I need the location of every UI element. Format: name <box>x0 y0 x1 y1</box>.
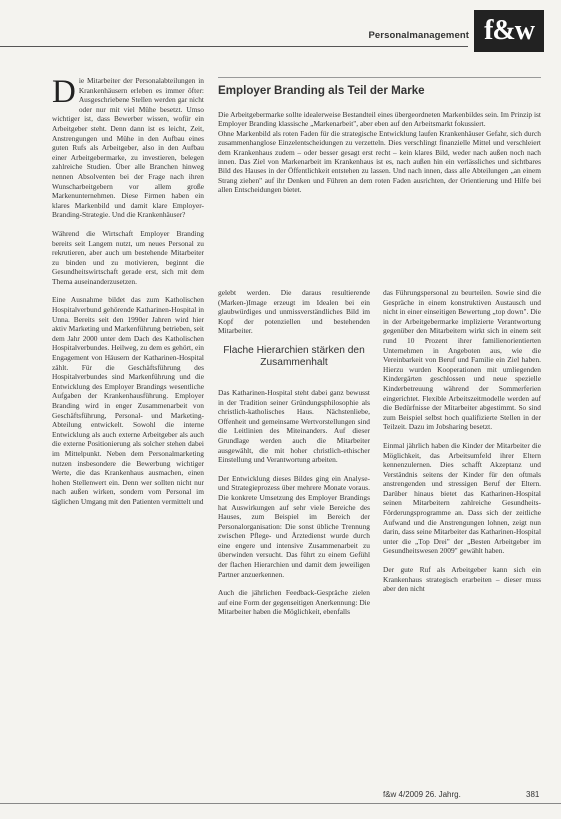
drop-cap: D <box>52 74 76 110</box>
paragraph: Während die Wirtschaft Employer Branding bereits seit Langem nutzt, um neues Personal zu rekrutieren, aber auch um bestehende Mitarbeiter zu binden und zu motivieren, beginnt die Gesundheitswirtschaft gerade erst, sich mit dem Thema auseinanderzusetzen. <box>52 228 204 286</box>
header-rule <box>0 46 468 47</box>
box-body <box>218 110 541 195</box>
section-label: Personalmanagement <box>368 30 469 41</box>
article-column-1 <box>52 76 204 507</box>
paragraph <box>52 76 204 220</box>
footer-rule <box>0 803 561 804</box>
paragraph: Der gute Ruf als Arbeitgeber kann sich ein Krankenhaus strategisch erarbeiten – dieser muss aber den nicht <box>383 565 541 594</box>
page-number: 381 <box>526 790 540 799</box>
paragraph-text: ie Mitarbeiter der Personalabteilungen in Krankenhäusern erleben es immer öfter: Ausgeschriebene Stellen werden gar nicht oder nur mit viel Mühe besetzt. Umso wichtiger ist, dass Bewerber wissen, wofür ein Arbeitgeber steht. Denn dann ist es leicht, Zeit, Anstrengungen und Mühe in den Aufbau eines guten Rufs als Arbeitgeber, also in den Aufbau einer Arbeitgebermarke, zu investieren, belegen zahlreiche Studien. Über alle Branchen hinweg nennen Absolventen bei der Frage nach ihren Wunscharbeitgebern vor allem große Markenunternehmen. Diese Firmen haben ein klares Markenbild und damit klare Employer-Branding-Strategie. Und die Krankenhäuser? <box>52 76 204 220</box>
paragraph: Der Entwicklung dieses Bildes ging ein Analyse- und Strategieprozess über mehrere Monate voraus. Die konkrete Umsetzung des Employer Brandings hat Auswirkungen auf sehr viele Bereiche des Hauses, zum Beispiel im Bereich der Personalorganisation: Die sonst übliche Trennung zwischen Pflege- und Ärztedienst wurde durch eine engere und intensive Zusammenarbeit zu überwinden versucht. Das führt zu einem Gefühl der flachen Hierarchien und damit dem jeweiligen Partner anzuerkennen. <box>218 473 370 579</box>
paragraph: Auch die jährlichen Feedback-Gespräche zielen auf eine Form der gegenseitigen Anerkennung: Die Mitarbeiter haben die Möglichkeit, ebenfalls <box>218 588 370 617</box>
paragraph: gelebt werden. Die daraus resultierende (Marken-)Image erzeugt im Idealen bei ein glaubwürdiges und unmissverständliches Bild im Kopf der potenziellen und bestehenden Mitarbeiter. <box>218 288 370 336</box>
paragraph: das Führungspersonal zu beurteilen. Sowie sind die Gespräche in einem konstruktiven Austausch und nicht in einer einseitigen Bewertung „top down". Die in der Arbeitgebermarke implizierte Verantwortung gegenüber den Mitarbeitern wirkt sich in einem seit rund 10 Prozent ihrer familienorientierten Unternehmen in Angeboten aus, wie die Vereinbarkeit von Beruf und Familie ein Ziel haben. Hierzu wurden Kooperationen mit umliegenden Kindergärten geschlossen und neue spezielle Kinderbetreuung während der Sommerferien eingerichtet. Flexible Arbeitszeitmodelle werden auf die Bedürfnisse der Mitarbeiter abgestimmt. So sind zum Beispiel selbst hoch qualifizierte Stellen in der Teilzeit. Dazu im Jobsharing besetzt. <box>383 288 541 432</box>
paragraph: Das Katharinen-Hospital steht dabei ganz bewusst in der Tradition seiner Gründungsphilosophie als christlich-katholisches Haus. Nächstenliebe, Offenheit und gemeinsame Wertvorstellungen sind die Leitlinien des Miteinanders. Auf dieser Grundlage werden auch die Mitarbeiter ausgewählt, die mit hoher christlich-ethischer Einstellung und Verantwortung arbeiten. <box>218 387 370 465</box>
subheading: Flache Hierarchien stärken den Zusammenhalt <box>223 344 365 369</box>
sidebar-box <box>218 77 541 271</box>
footer-journal-info: f&w 4/2009 26. Jahrg. <box>383 790 461 799</box>
journal-logo: f&w <box>474 10 544 52</box>
article-column-3 <box>383 288 541 594</box>
paragraph: Eine Ausnahme bildet das zum Katholischen Hospitalverbund gehörende Katharinen-Hospital in Unna. Bereits seit den 1990er Jahren wird hier aktiv Marketing und Markenführung betrieben, seit dem Jahr 2000 unter dem Dach des Katholischen Hospitalverbundes. Heilweg, zu dem es gehört, ein Engagement von Häusern der Katharinen-Hospital zählt. Für die Geschäftsführung des Hospitalverbundes sind Markenführung und die Entwicklung des Employer Brandings wesentliche Aufgaben der Krankenhausführung. Employer Branding wird in enger Zusammenarbeit von Geschäftsführung, Personal- und Marketing-Abteilung entwickelt. Sowohl die interne Entwicklung als auch externe Arbeitgeber als auch die externe Positionierung als solcher stehen dabei im Mittelpunkt. Neben dem Personalmarketing nutzen insbesondere die Bewerbung wichtiger Werte, die das Krankenhaus ausmachen, einen hohen Stellenwert ein. Denn wer sollten nicht nur nach außen wirken, sondern vom Personal im täglichen Umgang mit den Patienten vermittelt und <box>52 295 204 506</box>
box-paragraph: Die Arbeitgebermarke sollte idealerweise Bestandteil eines übergeordneten Markenbildes sein. Im Prinzip ist Employer Branding klassische „Markenarbeit", aber eben auf den Arbeitsmarkt fokussiert. <box>218 110 541 129</box>
box-title: Employer Branding als Teil der Marke <box>218 84 425 97</box>
article-column-2 <box>218 288 370 617</box>
paragraph: Einmal jährlich haben die Kinder der Mitarbeiter die Möglichkeit, das Arbeitsumfeld ihrer Eltern kennenzulernen. Dies schafft Akzeptanz und Verständnis seitens der Kinder für den oftmals anstrengenden und stressigen Beruf der Eltern. Darüber hinaus bietet das Katharinen-Hospital seinen Mitarbeitern zahlreiche Gesundheits-Förderungsprogramme an. Dass sich der zeitliche Aufwand und die Anstrengungen lohnen, zeigt nun darin, dass seine Mitarbeiter das Katharinen-Hospital unter die „Top Drei" der „Besten Arbeitgeber im Gesundheitswesen 2009" gewählt haben. <box>383 440 541 556</box>
box-paragraph: Ohne Markenbild als roten Faden für die strategische Entwicklung laufen Krankenhäuser Gefahr, sich durch zusammenhanglose Einzelentscheidungen zu verzetteln. Dies verschlingt finanzielle Mittel und verschleiert dem Krankenhaus zudem – oder besser gesagt erst recht – kein klares Bild, weder nach außen noch nach innen. Das Ziel von Markenarbeit im Krankenhaus ist es, nach außen hin ein verlässliches und sichtbares Bild des Hauses in der Öffentlichkeit entstehen zu lassen. Und nach innen, dass alle Abteilungen „an einem Strang ziehen" auf ihr Denken und Führen an dem roten Faden ausrichten, der Orientierung und Hilfe bei allen Entscheidungen bietet. <box>218 128 541 195</box>
